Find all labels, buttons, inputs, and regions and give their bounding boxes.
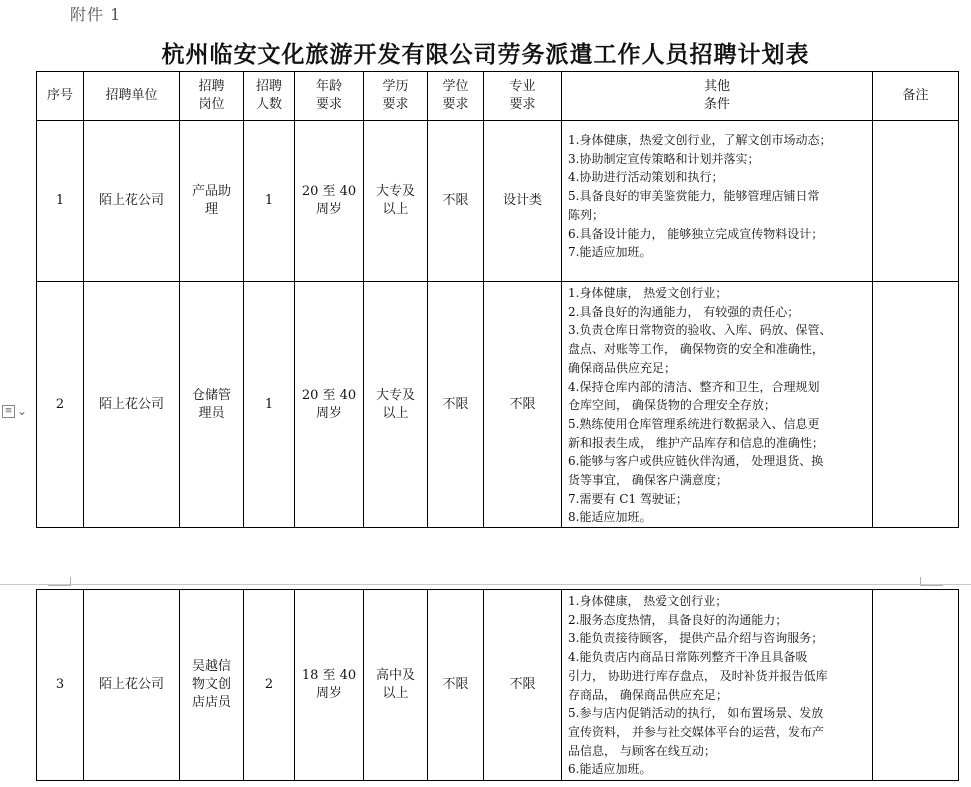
row-remark: [873, 282, 959, 528]
table-row: [37, 282, 959, 528]
header-count: 招聘 人数: [244, 72, 295, 121]
row-degree: 不限: [428, 121, 484, 282]
recruitment-plan-table-continued: [36, 589, 959, 781]
row-education: 高中及 以上: [364, 590, 428, 781]
table-header-row: [37, 72, 959, 121]
row-conditions: 1.身体健康，热爱文创行业，了解文创市场动态； 3.协助制定宣传策略和计划并落实； 4.协助进行活动策划和执行； 5.具备良好的审美鉴赏能力，能够管理店铺日常 陈列； 6.具备设计能力， 能够独立完成宣传物料设计； 7.能适应加班。: [562, 121, 873, 282]
page-break-line: [0, 584, 971, 585]
table-row: [37, 121, 959, 282]
row-age: 20 至 40 周岁: [295, 282, 364, 528]
header-major: 专业 要求: [484, 72, 562, 121]
row-count: 1: [244, 121, 295, 282]
table-row: [37, 590, 959, 781]
row-conditions: 1.身体健康， 热爱文创行业； 2.服务态度热情， 具备良好的沟通能力； 3.能负责接待顾客， 提供产品介绍与咨询服务； 4.能负责店内商品日常陈列整齐干净且具备吸 引力， 协助进行库存盘点， 及时补货并报告低库 存商品， 确保商品供应充足； 5.参与店内促销活动的执行， 如布置场景、发放 宣传资料， 并参与社交媒体平台的运营，发布产 品信息， 与顾客在线互动； 6.能适应加班。: [562, 590, 873, 781]
header-age: 年龄 要求: [295, 72, 364, 121]
row-position: 吴越信 物文创 店店员: [180, 590, 244, 781]
row-seq: 1: [37, 121, 84, 282]
row-unit: 陌上花公司: [84, 590, 180, 781]
header-other-conditions: 其他 条件: [562, 72, 873, 121]
row-conditions: 1.身体健康， 热爱文创行业； 2.具备良好的沟通能力， 有较强的责任心； 3.负责仓库日常物资的验收、入库、码放、保管、 盘点、对账等工作， 确保物资的安全和准确性， 确保商品供应充足； 4.保持仓库内部的清洁、整齐和卫生，合理规划 仓库空间， 确保货物的合理安全存放； 5.熟练使用仓库管理系统进行数据录入、信息更 新和报表生成， 维护产品库存和信息的准确性； 6.能够与客户或供应链伙伴沟通， 处理退货、换 货等事宜， 确保客户满意度； 7.需要有 C1 驾驶证； 8.能适应加班。: [562, 282, 873, 528]
chevron-down-icon[interactable]: ⌄: [17, 404, 28, 418]
row-education: 大专及 以上: [364, 121, 428, 282]
row-seq: 2: [37, 282, 84, 528]
row-remark: [873, 121, 959, 282]
row-age: 20 至 40 周岁: [295, 121, 364, 282]
table-row-handle[interactable]: [2, 404, 27, 418]
header-education: 学历 要求: [364, 72, 428, 121]
header-position: 招聘 岗位: [180, 72, 244, 121]
header-remark: 备注: [873, 72, 959, 121]
row-degree: 不限: [428, 282, 484, 528]
row-remark: [873, 590, 959, 781]
document-title: 杭州临安文化旅游开发有限公司劳务派遣工作人员招聘计划表: [161, 42, 810, 68]
header-seq: 序号: [37, 72, 84, 121]
row-age: 18 至 40 周岁: [295, 590, 364, 781]
row-unit: 陌上花公司: [84, 282, 180, 528]
row-position: 仓储管 理员: [180, 282, 244, 528]
row-count: 1: [244, 282, 295, 528]
row-degree: 不限: [428, 590, 484, 781]
row-unit: 陌上花公司: [84, 121, 180, 282]
row-seq: 3: [37, 590, 84, 781]
row-major: 不限: [484, 590, 562, 781]
header-unit: 招聘单位: [84, 72, 180, 121]
row-count: 2: [244, 590, 295, 781]
row-major: 不限: [484, 282, 562, 528]
row-major: 设计类: [484, 121, 562, 282]
row-position: 产品助 理: [180, 121, 244, 282]
table-row-handle-icon[interactable]: ≡: [2, 405, 15, 418]
row-education: 大专及 以上: [364, 282, 428, 528]
attachment-label: 附件 1: [70, 5, 122, 24]
header-degree: 学位 要求: [428, 72, 484, 121]
page-corner-mark: [48, 577, 71, 586]
page-corner-mark: [920, 577, 943, 586]
recruitment-plan-table: [36, 71, 959, 528]
